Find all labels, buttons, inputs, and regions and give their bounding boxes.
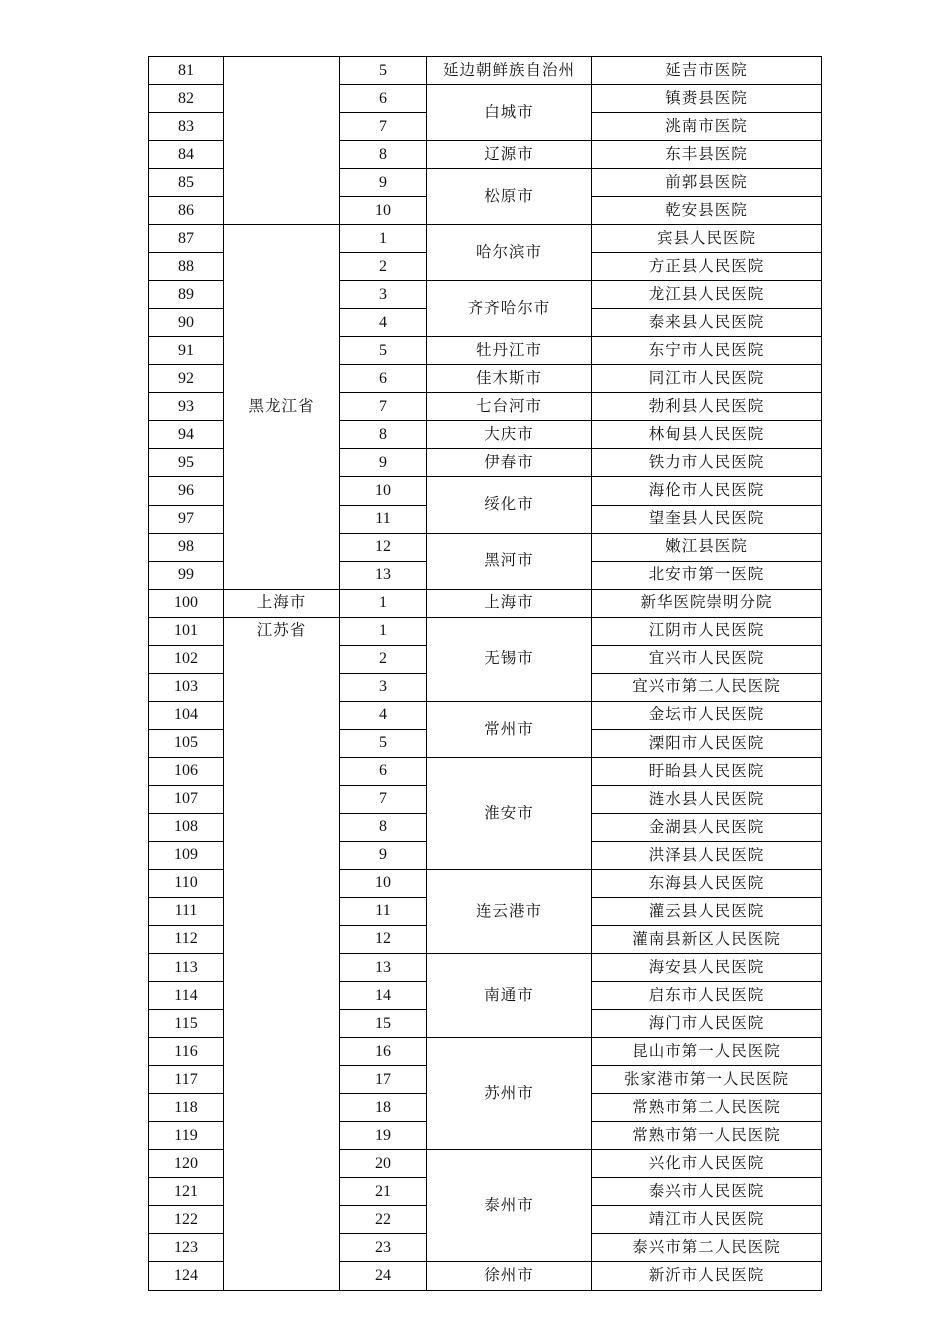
row-number-cell: 83	[149, 113, 224, 141]
hospital-cell: 延吉市医院	[592, 57, 822, 85]
row-number-cell: 105	[149, 729, 224, 757]
province-index-cell: 3	[340, 281, 427, 309]
hospital-cell: 东丰县医院	[592, 141, 822, 169]
row-number-cell: 118	[149, 1094, 224, 1122]
row-number-cell: 87	[149, 225, 224, 253]
row-number-cell: 91	[149, 337, 224, 365]
table-row	[149, 225, 822, 253]
province-index-cell: 13	[340, 561, 427, 589]
province-index-cell: 6	[340, 757, 427, 785]
hospital-cell: 昆山市第一人民医院	[592, 1038, 822, 1066]
row-number-cell: 84	[149, 141, 224, 169]
province-index-cell: 17	[340, 1066, 427, 1094]
province-index-cell: 5	[340, 57, 427, 85]
hospital-cell: 洪泽县人民医院	[592, 841, 822, 869]
row-number-cell: 114	[149, 982, 224, 1010]
province-index-cell: 3	[340, 673, 427, 701]
province-index-cell: 18	[340, 1094, 427, 1122]
row-number-cell: 95	[149, 449, 224, 477]
hospital-cell: 前郭县医院	[592, 169, 822, 197]
row-number-cell: 108	[149, 813, 224, 841]
city-cell: 南通市	[427, 954, 592, 1038]
province-cell: 上海市	[224, 589, 340, 617]
hospital-cell: 龙江县人民医院	[592, 281, 822, 309]
row-number-cell: 104	[149, 701, 224, 729]
province-index-cell: 12	[340, 533, 427, 561]
province-index-cell: 7	[340, 113, 427, 141]
hospital-cell: 靖江市人民医院	[592, 1206, 822, 1234]
province-index-cell: 1	[340, 589, 427, 617]
row-number-cell: 93	[149, 393, 224, 421]
hospital-cell: 洮南市医院	[592, 113, 822, 141]
province-index-cell: 12	[340, 925, 427, 953]
province-index-cell: 16	[340, 1038, 427, 1066]
row-number-cell: 106	[149, 757, 224, 785]
hospital-cell: 嫩江县医院	[592, 533, 822, 561]
row-number-cell: 116	[149, 1038, 224, 1066]
province-index-cell: 2	[340, 253, 427, 281]
hospital-cell: 宜兴市第二人民医院	[592, 673, 822, 701]
row-number-cell: 119	[149, 1122, 224, 1150]
table-row	[149, 617, 822, 645]
row-number-cell: 117	[149, 1066, 224, 1094]
hospital-cell: 涟水县人民医院	[592, 785, 822, 813]
city-cell: 黑河市	[427, 533, 592, 589]
row-number-cell: 124	[149, 1262, 224, 1291]
hospital-cell: 北安市第一医院	[592, 561, 822, 589]
province-index-cell: 1	[340, 617, 427, 645]
hospital-cell: 镇赉县医院	[592, 85, 822, 113]
province-index-cell: 4	[340, 309, 427, 337]
hospital-cell: 泰兴市第二人民医院	[592, 1234, 822, 1262]
row-number-cell: 110	[149, 869, 224, 897]
hospital-cell: 林甸县人民医院	[592, 421, 822, 449]
row-number-cell: 88	[149, 253, 224, 281]
hospital-cell: 兴化市人民医院	[592, 1150, 822, 1178]
city-cell: 连云港市	[427, 869, 592, 953]
row-number-cell: 112	[149, 925, 224, 953]
hospital-cell: 金湖县人民医院	[592, 813, 822, 841]
city-cell: 大庆市	[427, 421, 592, 449]
row-number-cell: 85	[149, 169, 224, 197]
hospital-cell: 泰来县人民医院	[592, 309, 822, 337]
hospital-cell: 东海县人民医院	[592, 869, 822, 897]
table-body	[149, 57, 822, 1291]
province-index-cell: 21	[340, 1178, 427, 1206]
row-number-cell: 86	[149, 197, 224, 225]
province-index-cell: 10	[340, 869, 427, 897]
hospital-cell: 金坛市人民医院	[592, 701, 822, 729]
row-number-cell: 122	[149, 1206, 224, 1234]
hospital-cell: 灌云县人民医院	[592, 897, 822, 925]
row-number-cell: 111	[149, 897, 224, 925]
table-row	[149, 57, 822, 85]
row-number-cell: 98	[149, 533, 224, 561]
city-cell: 无锡市	[427, 617, 592, 701]
hospital-cell: 新沂市人民医院	[592, 1262, 822, 1291]
row-number-cell: 90	[149, 309, 224, 337]
hospital-cell: 泰兴市人民医院	[592, 1178, 822, 1206]
province-index-cell: 5	[340, 337, 427, 365]
row-number-cell: 109	[149, 841, 224, 869]
hospital-table	[148, 56, 822, 1291]
city-cell: 上海市	[427, 589, 592, 617]
province-index-cell: 2	[340, 645, 427, 673]
hospital-cell: 同江市人民医院	[592, 365, 822, 393]
province-cell	[224, 57, 340, 225]
hospital-cell: 铁力市人民医院	[592, 449, 822, 477]
province-index-cell: 10	[340, 197, 427, 225]
hospital-cell: 勃利县人民医院	[592, 393, 822, 421]
hospital-cell: 启东市人民医院	[592, 982, 822, 1010]
row-number-cell: 103	[149, 673, 224, 701]
city-cell: 牡丹江市	[427, 337, 592, 365]
row-number-cell: 120	[149, 1150, 224, 1178]
province-index-cell: 1	[340, 225, 427, 253]
province-index-cell: 11	[340, 897, 427, 925]
city-cell: 佳木斯市	[427, 365, 592, 393]
province-index-cell: 22	[340, 1206, 427, 1234]
city-cell: 徐州市	[427, 1262, 592, 1291]
row-number-cell: 99	[149, 561, 224, 589]
hospital-cell: 江阴市人民医院	[592, 617, 822, 645]
province-index-cell: 8	[340, 421, 427, 449]
hospital-cell: 盱眙县人民医院	[592, 757, 822, 785]
city-cell: 伊春市	[427, 449, 592, 477]
province-index-cell: 13	[340, 954, 427, 982]
row-number-cell: 121	[149, 1178, 224, 1206]
province-index-cell: 14	[340, 982, 427, 1010]
city-cell: 白城市	[427, 85, 592, 141]
province-index-cell: 23	[340, 1234, 427, 1262]
province-index-cell: 8	[340, 813, 427, 841]
hospital-cell: 乾安县医院	[592, 197, 822, 225]
row-number-cell: 115	[149, 1010, 224, 1038]
province-index-cell: 6	[340, 365, 427, 393]
hospital-cell: 宾县人民医院	[592, 225, 822, 253]
city-cell: 泰州市	[427, 1150, 592, 1262]
row-number-cell: 100	[149, 589, 224, 617]
province-index-cell: 10	[340, 477, 427, 505]
city-cell: 苏州市	[427, 1038, 592, 1150]
row-number-cell: 81	[149, 57, 224, 85]
hospital-cell: 海伦市人民医院	[592, 477, 822, 505]
city-cell: 延边朝鲜族自治州	[427, 57, 592, 85]
city-cell: 松原市	[427, 169, 592, 225]
row-number-cell: 101	[149, 617, 224, 645]
province-index-cell: 20	[340, 1150, 427, 1178]
city-cell: 七台河市	[427, 393, 592, 421]
province-index-cell: 7	[340, 393, 427, 421]
city-cell: 齐齐哈尔市	[427, 281, 592, 337]
row-number-cell: 96	[149, 477, 224, 505]
row-number-cell: 102	[149, 645, 224, 673]
province-index-cell: 7	[340, 785, 427, 813]
hospital-cell: 宜兴市人民医院	[592, 645, 822, 673]
row-number-cell: 92	[149, 365, 224, 393]
row-number-cell: 94	[149, 421, 224, 449]
province-index-cell: 6	[340, 85, 427, 113]
city-cell: 常州市	[427, 701, 592, 757]
hospital-cell: 望奎县人民医院	[592, 505, 822, 533]
province-index-cell: 15	[340, 1010, 427, 1038]
province-index-cell: 9	[340, 169, 427, 197]
province-cell: 江苏省	[224, 617, 340, 1290]
province-index-cell: 8	[340, 141, 427, 169]
row-number-cell: 89	[149, 281, 224, 309]
province-index-cell: 24	[340, 1262, 427, 1291]
city-cell: 哈尔滨市	[427, 225, 592, 281]
hospital-cell: 新华医院崇明分院	[592, 589, 822, 617]
province-index-cell: 9	[340, 449, 427, 477]
province-index-cell: 9	[340, 841, 427, 869]
hospital-cell: 常熟市第一人民医院	[592, 1122, 822, 1150]
hospital-cell: 东宁市人民医院	[592, 337, 822, 365]
row-number-cell: 97	[149, 505, 224, 533]
row-number-cell: 82	[149, 85, 224, 113]
city-cell: 淮安市	[427, 757, 592, 869]
province-index-cell: 11	[340, 505, 427, 533]
province-cell: 黑龙江省	[224, 225, 340, 589]
hospital-cell: 方正县人民医院	[592, 253, 822, 281]
province-index-cell: 5	[340, 729, 427, 757]
city-cell: 绥化市	[427, 477, 592, 533]
hospital-cell: 海门市人民医院	[592, 1010, 822, 1038]
table-row	[149, 589, 822, 617]
row-number-cell: 113	[149, 954, 224, 982]
row-number-cell: 123	[149, 1234, 224, 1262]
province-index-cell: 19	[340, 1122, 427, 1150]
hospital-cell: 张家港市第一人民医院	[592, 1066, 822, 1094]
hospital-cell: 溧阳市人民医院	[592, 729, 822, 757]
hospital-cell: 常熟市第二人民医院	[592, 1094, 822, 1122]
province-index-cell: 4	[340, 701, 427, 729]
hospital-cell: 海安县人民医院	[592, 954, 822, 982]
city-cell: 辽源市	[427, 141, 592, 169]
row-number-cell: 107	[149, 785, 224, 813]
hospital-cell: 灌南县新区人民医院	[592, 925, 822, 953]
